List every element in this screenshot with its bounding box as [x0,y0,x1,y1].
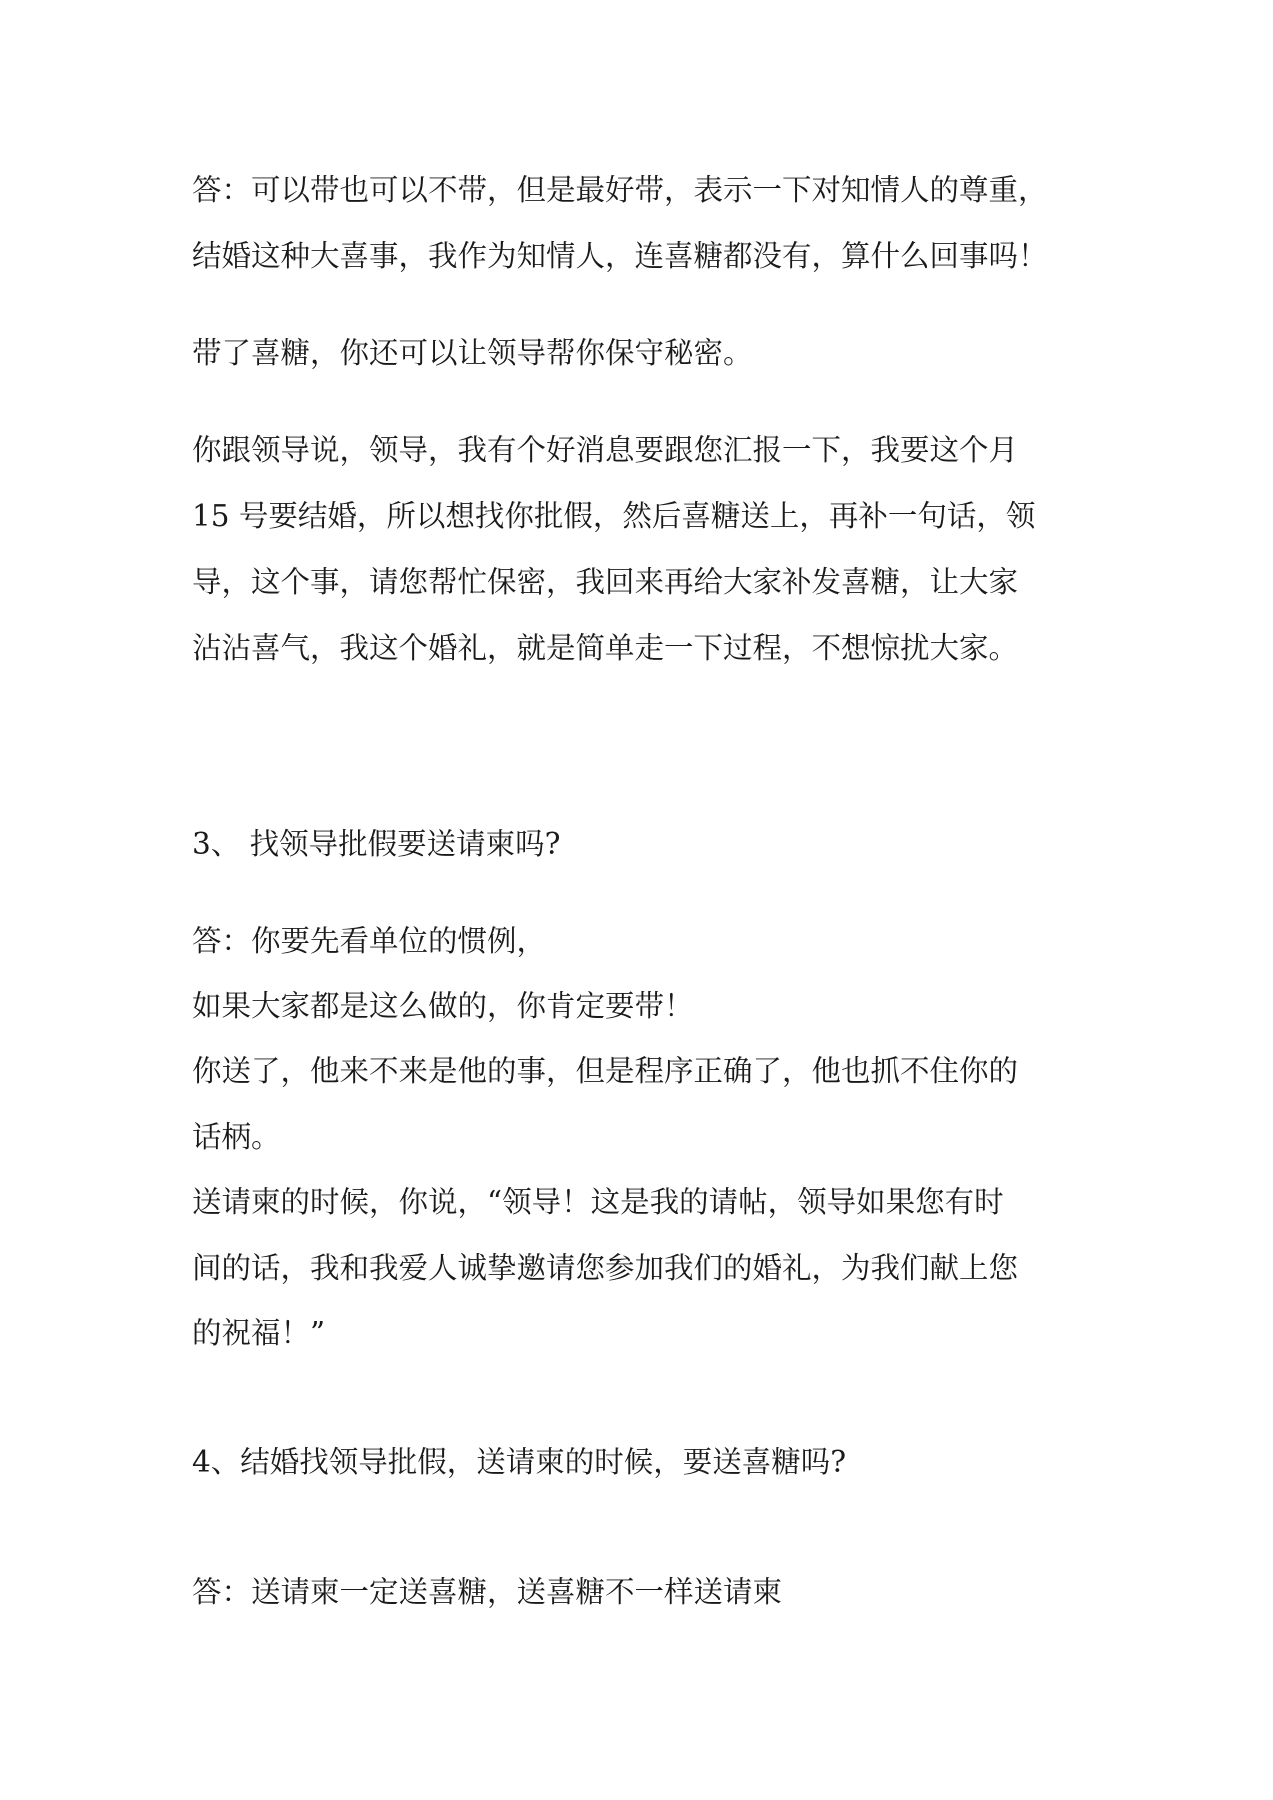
paragraph-line: 话柄。 [192,1120,281,1154]
paragraph-line: 答：送请柬一定送喜糖，送喜糖不一样送请柬 [192,1575,783,1609]
paragraph-line: 你跟领导说，领导，我有个好消息要跟您汇报一下，我要这个月 [192,433,1019,467]
paragraph-line: 答：可以带也可以不带，但是最好带，表示一下对知情人的尊重， [192,173,1048,207]
paragraph-line: 的祝福！” [192,1316,326,1350]
paragraph-line: 导，这个事，请您帮忙保密，我回来再给大家补发喜糖，让大家 [192,565,1019,599]
paragraph-line: 如果大家都是这么做的，你肯定要带！ [192,989,694,1023]
section-heading: 4、结婚找领导批假，送请柬的时候，要送喜糖吗? [192,1445,847,1479]
paragraph-line: 间的话，我和我爱人诚挚邀请您参加我们的婚礼，为我们献上您 [192,1251,1019,1285]
section-heading: 3、 找领导批假要送请柬吗? [192,827,561,861]
paragraph-line: 你送了，他来不来是他的事，但是程序正确了，他也抓不住你的 [192,1054,1019,1088]
paragraph-line: 结婚这种大喜事，我作为知情人，连喜糖都没有，算什么回事吗！ [192,239,1048,273]
paragraph-line: 带了喜糖，你还可以让领导帮你保守秘密。 [192,336,753,370]
paragraph-line: 沾沾喜气，我这个婚礼，就是简单走一下过程，不想惊扰大家。 [192,631,1019,665]
paragraph-line: 15 号要结婚，所以想找你批假，然后喜糖送上，再补一句话，领 [192,499,1036,533]
paragraph-line: 送请柬的时候，你说，“领导！这是我的请帖，领导如果您有时 [192,1185,1004,1219]
paragraph-line: 答：你要先看单位的惯例， [192,924,547,958]
